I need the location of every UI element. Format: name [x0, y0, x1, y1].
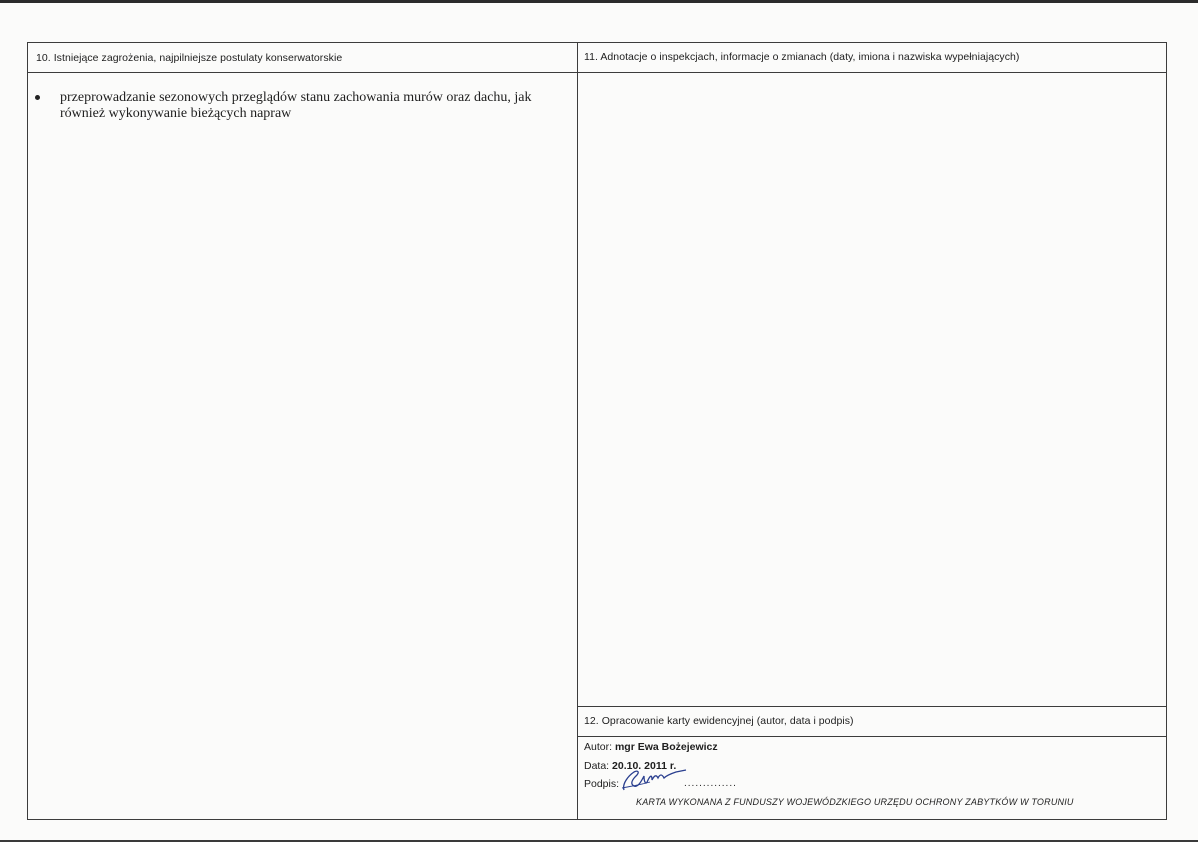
- page-top-edge: [0, 0, 1198, 3]
- date-label: Data:: [584, 760, 610, 772]
- section12-top-divider: [577, 706, 1166, 707]
- list-item-text: przeprowadzanie sezonowych przeglądów stanu zachowania murów oraz dachu, jak również wykonywanie bieżących napraw: [60, 90, 532, 121]
- section10-header: 10. Istniejące zagrożenia, najpilniejsze postulaty konserwatorskie: [36, 52, 343, 64]
- section12-header-divider: [577, 736, 1166, 737]
- funding-note: KARTA WYKONANA Z FUNDUSZY WOJEWÓDZKIEGO URZĘDU OCHRONY ZABYTKÓW W TORUNIU: [636, 797, 1074, 807]
- column-divider: [577, 42, 578, 819]
- signature-dotted-line: ..............: [684, 778, 737, 789]
- author-value: mgr Ewa Bożejewicz: [614, 741, 718, 753]
- record-card-frame: [27, 42, 1167, 820]
- date-value: 20.10. 2011 r.: [612, 760, 677, 772]
- section12-header: 12. Opracowanie karty ewidencyjnej (autor, data i podpis): [584, 715, 854, 727]
- signature-label: Podpis:: [584, 778, 620, 790]
- section11-header: 11. Adnotacje o inspekcjach, informacje o zmianach (daty, imiona i nazwiska wypełniających): [584, 51, 1020, 63]
- list-item: [34, 90, 554, 122]
- signature-field: [584, 778, 619, 790]
- section10-content: [34, 90, 554, 122]
- bullet-icon: [35, 95, 40, 100]
- author-label: Autor:: [584, 741, 613, 753]
- author-field: [584, 741, 718, 753]
- handwritten-signature: [620, 766, 690, 794]
- header-row-divider: [27, 72, 1166, 73]
